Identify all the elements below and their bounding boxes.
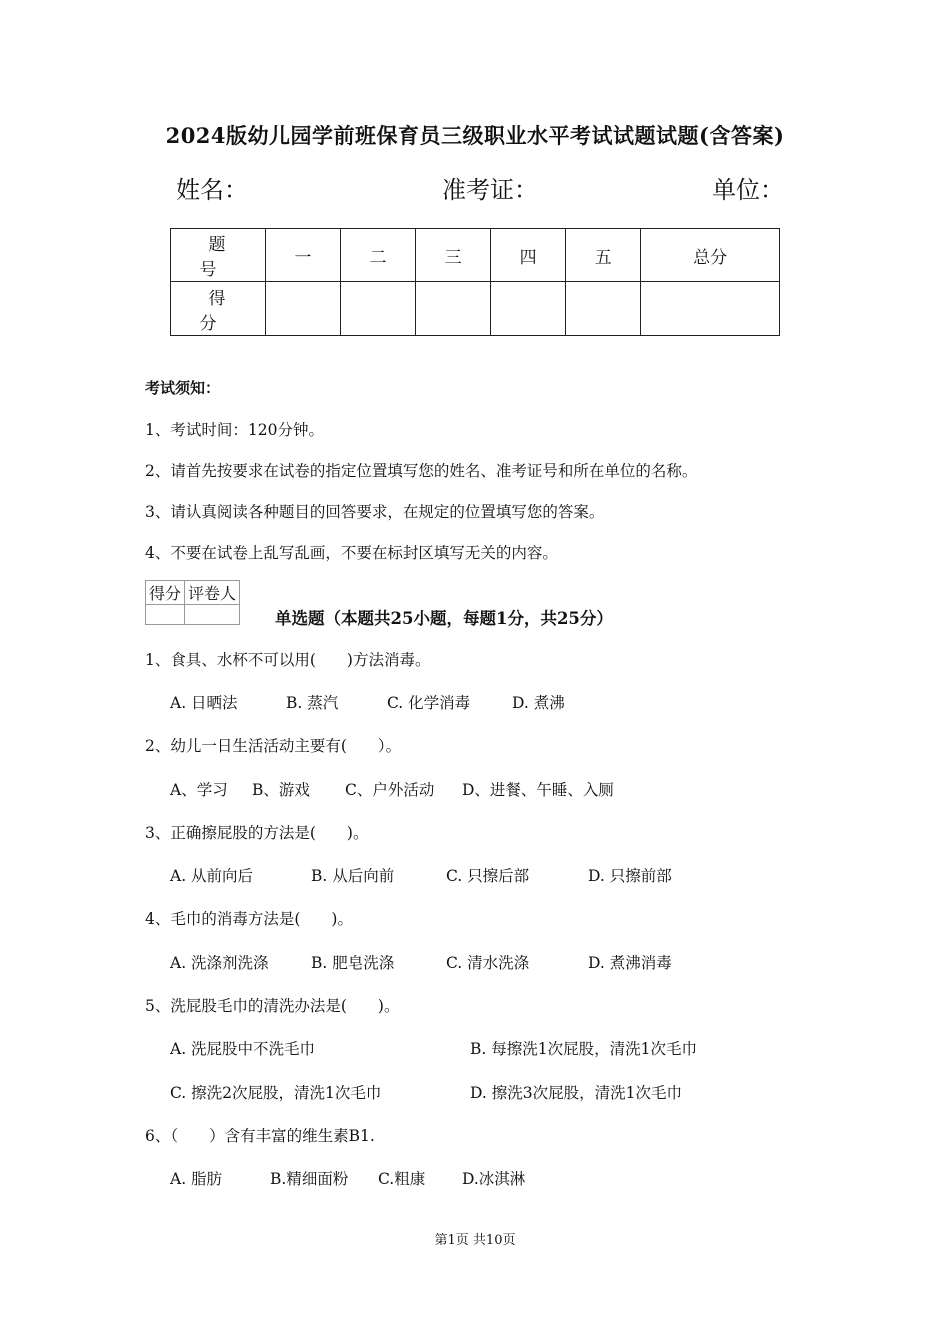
question-stem: 1、食具、水杯不可以用( )方法消毒。 bbox=[145, 651, 431, 669]
name-field-label: 姓名： bbox=[176, 176, 248, 204]
question-option: D. 只擦前部 bbox=[588, 867, 672, 885]
question-option: C. 只擦后部 bbox=[446, 867, 530, 885]
grader-score-cell bbox=[146, 605, 185, 625]
notice-item: 1、考试时间：120分钟。 bbox=[145, 421, 324, 439]
question-option: D、进餐、午睡、入厕 bbox=[462, 781, 614, 799]
question-option: B.精细面粉 bbox=[270, 1170, 349, 1188]
score-table-header-row bbox=[171, 229, 780, 282]
score-table-score-row bbox=[171, 282, 780, 336]
question-option: C. 化学消毒 bbox=[387, 694, 471, 712]
section-4-header: 四 bbox=[491, 229, 566, 282]
question-stem: 5、洗屁股毛巾的清洗办法是( )。 bbox=[145, 997, 400, 1015]
total-header: 总分 bbox=[641, 229, 780, 282]
question-option: C.粗康 bbox=[378, 1170, 426, 1188]
score-cell bbox=[641, 282, 780, 336]
score-cell bbox=[416, 282, 491, 336]
score-cell bbox=[566, 282, 641, 336]
section-2-header: 二 bbox=[341, 229, 416, 282]
section-title: 单选题（本题共25小题，每题1分，共25分） bbox=[275, 609, 613, 628]
question-stem: 6、（ ）含有丰富的维生素B1. bbox=[145, 1127, 375, 1145]
question-option: B. 从后向前 bbox=[311, 867, 395, 885]
question-option: D. 煮沸消毒 bbox=[588, 954, 672, 972]
grader-score-label: 得分 bbox=[146, 581, 185, 605]
grader-reviewer-cell bbox=[185, 605, 240, 625]
question-option: D. 煮沸 bbox=[512, 694, 565, 712]
section-3-header: 三 bbox=[416, 229, 491, 282]
question-option: A. 脂肪 bbox=[170, 1170, 223, 1188]
question-option: A、学习 bbox=[170, 781, 228, 799]
question-option: B. 蒸汽 bbox=[286, 694, 339, 712]
notice-heading: 考试须知： bbox=[145, 379, 221, 397]
notice-item: 2、请首先按要求在试卷的指定位置填写您的姓名、准考证号和所在单位的名称。 bbox=[145, 462, 698, 480]
page-footer: 第1页 共10页 bbox=[434, 1233, 516, 1248]
question-stem: 4、毛巾的消毒方法是( )。 bbox=[145, 910, 353, 928]
question-option: B、游戏 bbox=[252, 781, 310, 799]
unit-field-label: 单位： bbox=[712, 176, 784, 204]
notice-item: 4、不要在试卷上乱写乱画，不要在标封区填写无关的内容。 bbox=[145, 544, 558, 562]
question-option: D.冰淇淋 bbox=[462, 1170, 526, 1188]
question-option: D. 擦洗3次屁股，清洗1次毛巾 bbox=[470, 1084, 682, 1102]
document-title: 2024版幼儿园学前班保育员三级职业水平考试试题试题(含答案) bbox=[165, 123, 785, 148]
grader-reviewer-label: 评卷人 bbox=[185, 581, 240, 605]
question-option: C、户外活动 bbox=[345, 781, 435, 799]
question-option: A. 洗屁股中不洗毛巾 bbox=[170, 1040, 316, 1058]
question-option: C. 擦洗2次屁股，清洗1次毛巾 bbox=[170, 1084, 382, 1102]
question-option: B. 肥皂洗涤 bbox=[311, 954, 395, 972]
question-option: A. 洗涤剂洗涤 bbox=[170, 954, 269, 972]
section-1-header: 一 bbox=[266, 229, 341, 282]
question-option: A. 从前向后 bbox=[170, 867, 254, 885]
question-option: A. 日晒法 bbox=[170, 694, 238, 712]
question-option: C. 清水洗涤 bbox=[446, 954, 530, 972]
question-number-label: 题 号 bbox=[171, 229, 266, 282]
notice-item: 3、请认真阅读各种题目的回答要求，在规定的位置填写您的答案。 bbox=[145, 503, 605, 521]
question-stem: 3、正确擦屁股的方法是( )。 bbox=[145, 824, 369, 842]
question-stem: 2、幼儿一日生活活动主要有( ）。 bbox=[145, 737, 402, 755]
score-cell bbox=[491, 282, 566, 336]
score-table bbox=[170, 228, 780, 336]
score-row-label: 得 分 bbox=[171, 282, 266, 336]
grader-box bbox=[145, 580, 240, 625]
section-5-header: 五 bbox=[566, 229, 641, 282]
question-option: B. 每擦洗1次屁股，清洗1次毛巾 bbox=[470, 1040, 697, 1058]
exam-number-field-label: 准考证： bbox=[442, 176, 538, 204]
score-cell bbox=[341, 282, 416, 336]
